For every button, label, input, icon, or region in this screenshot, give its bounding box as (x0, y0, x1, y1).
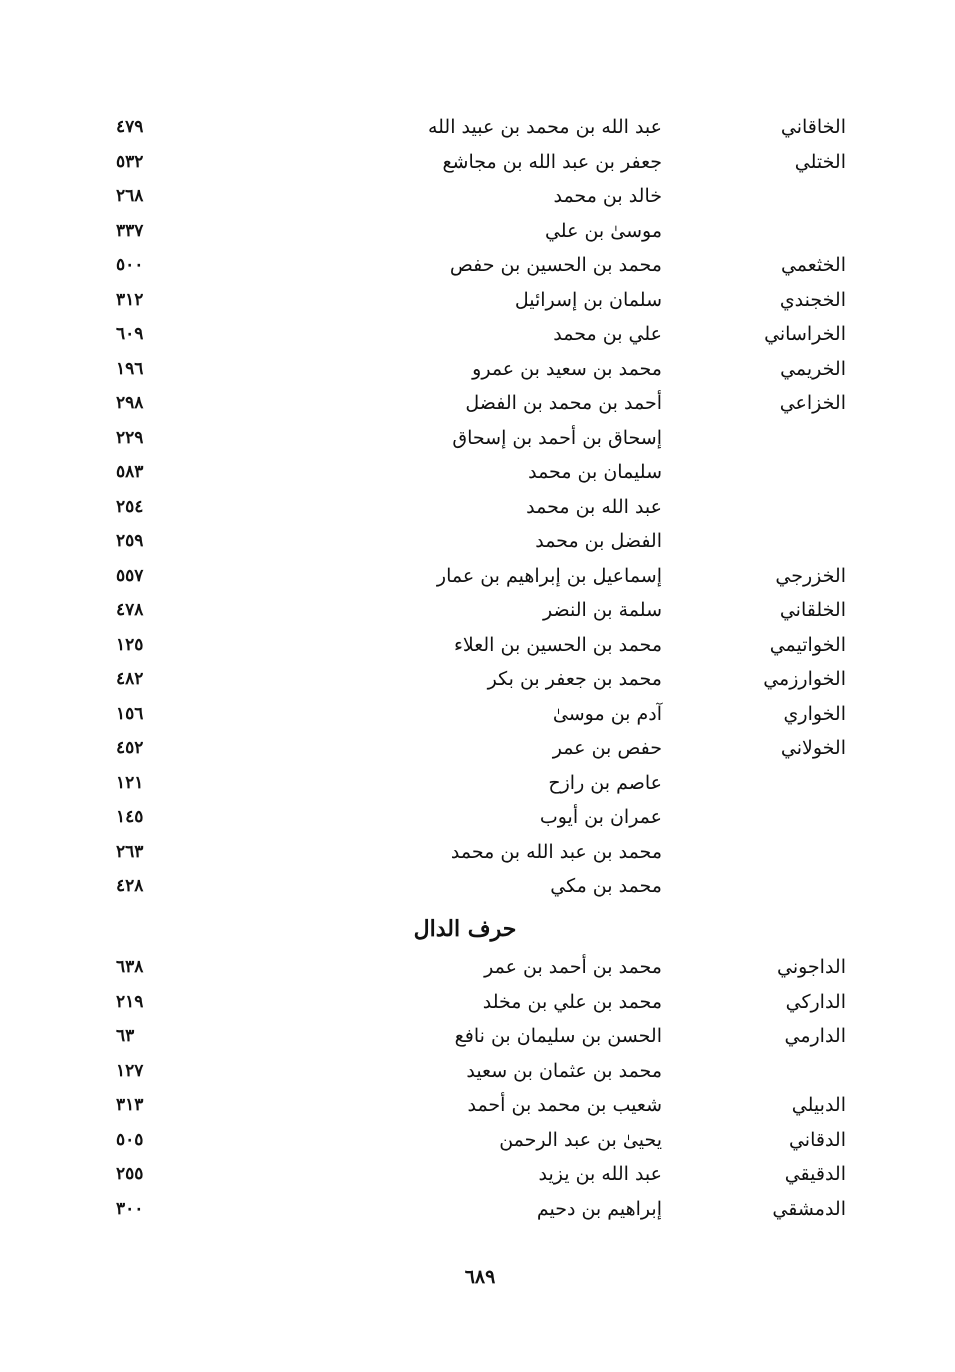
index-entry (100, 490, 850, 525)
entry-page-number: ٢٥٥ (116, 1164, 144, 1184)
index-entry (100, 950, 850, 985)
entry-nisba: الخزاعي (779, 392, 846, 414)
entry-page-number: ٥٠٠ (116, 255, 144, 275)
index-entry (100, 985, 850, 1020)
entry-name: موسىٰ بن علي (544, 219, 662, 242)
index-block-dal (100, 950, 850, 1226)
index-entry (100, 731, 850, 766)
entry-name: علي بن محمد (553, 323, 662, 345)
index-entry (100, 110, 850, 145)
entry-name: أحمد بن محمد بن الفضل (465, 392, 662, 414)
index-entry (100, 524, 850, 559)
entry-page-number: ٤٧٩ (116, 117, 144, 137)
index-entry (100, 1157, 850, 1192)
index-entry (100, 662, 850, 697)
entry-page-number: ٥٣٢ (116, 151, 144, 172)
entry-name: سلمان بن إسرائيل (514, 288, 662, 311)
entry-page-number: ٤٢٨ (116, 876, 144, 896)
entry-name: محمد بن الحسين بن حفص (449, 254, 662, 276)
entry-name: إسحاق بن أحمد بن إسحاق (452, 426, 662, 449)
index-entry (100, 869, 850, 904)
entry-page-number: ٣١٣ (116, 1095, 144, 1115)
index-entry (100, 214, 850, 249)
entry-name: خالد بن محمد (553, 185, 662, 207)
entry-nisba: الداركي (785, 990, 846, 1013)
entry-name: محمد بن جعفر بن بكر (487, 668, 662, 690)
entry-name: سلمة بن النضر (543, 599, 662, 621)
entry-nisba: الخراساني (764, 323, 846, 345)
entry-page-number: ١٢٧ (116, 1060, 144, 1081)
entry-page-number: ٣٠٠ (116, 1198, 144, 1219)
index-entry (100, 800, 850, 835)
entry-nisba: الخواري (783, 702, 846, 725)
entry-page-number: ١٥٦ (116, 703, 144, 724)
entry-name: حفص بن عمر (552, 737, 662, 759)
entry-name: محمد بن مكي (550, 875, 662, 897)
entry-page-number: ٢٥٤ (116, 496, 144, 517)
entry-page-number: ١٢٥ (116, 634, 144, 655)
page-number: ٦٨٩ (464, 1266, 496, 1288)
entry-name: محمد بن الحسين بن العلاء (453, 633, 662, 656)
index-entry (100, 317, 850, 352)
entry-nisba: الدمشقي (772, 1197, 846, 1220)
entry-page-number: ١٢١ (116, 772, 144, 793)
entry-nisba: الخجندي (779, 288, 846, 311)
entry-nisba: الختلي (794, 150, 846, 173)
entry-page-number: ٢٢٩ (116, 427, 144, 448)
index-entry (100, 1088, 850, 1123)
entry-name: يحيىٰ بن عبد الرحمن (499, 1128, 662, 1151)
entry-nisba: الدقاني (788, 1128, 846, 1151)
entry-page-number: ١٤٥ (116, 807, 144, 827)
index-entry (100, 1123, 850, 1158)
entry-page-number: ٤٧٨ (116, 600, 144, 620)
index-entry (100, 352, 850, 387)
entry-page-number: ٥٨٣ (116, 462, 144, 482)
index-entry (100, 179, 850, 214)
entry-name: جعفر بن عبد الله بن مجاشع (442, 150, 662, 173)
index-entry (100, 697, 850, 732)
index-entry (100, 421, 850, 456)
entry-page-number: ٦٣ (116, 1026, 135, 1046)
entry-page-number: ٣٣٧ (116, 220, 144, 241)
entry-page-number: ٥٠٥ (116, 1129, 144, 1150)
entry-name: الفضل بن محمد (535, 530, 662, 552)
entry-name: إبراهيم بن دحيم (536, 1197, 662, 1220)
entry-name: محمد بن سعيد بن عمرو (472, 357, 662, 380)
entry-name: إسماعيل بن إبراهيم بن عمار (436, 564, 662, 587)
entry-name: محمد بن عثمان بن سعيد (466, 1059, 662, 1082)
entry-name: محمد بن أحمد بن عمر (484, 956, 662, 978)
section-title-dal: حرف الدال (413, 916, 517, 942)
entry-name: محمد بن عبد الله بن محمد (450, 840, 662, 863)
index-entry (100, 455, 850, 490)
entry-page-number: ٤٨٢ (116, 669, 144, 689)
entry-name: شعيب بن محمد بن أحمد (467, 1094, 662, 1116)
entry-nisba: الخريمي (780, 357, 846, 380)
entry-nisba: الخاقاني (780, 116, 846, 138)
entry-nisba: الخواتيمي (769, 633, 846, 656)
entry-page-number: ٤٥٢ (116, 738, 144, 758)
entry-page-number: ٢١٩ (116, 991, 144, 1012)
entry-nisba: الدقيقي (784, 1163, 846, 1185)
entry-name: الحسن بن سليمان بن نافع (454, 1025, 662, 1047)
index-entry (100, 283, 850, 318)
entry-page-number: ٦٠٩ (116, 324, 144, 344)
entry-nisba: الدارمي (784, 1025, 846, 1047)
entry-page-number: ٢٩٨ (116, 393, 144, 413)
entry-name: عاصم بن رازح (548, 771, 662, 794)
entry-name: عبد الله بن محمد (526, 495, 662, 518)
index-entry (100, 766, 850, 801)
index-entry (100, 1054, 850, 1089)
index-entry (100, 835, 850, 870)
entry-nisba: الخولاني (780, 737, 846, 759)
entry-nisba: الخزرجي (775, 564, 846, 587)
index-entry (100, 1019, 850, 1054)
index-entry (100, 248, 850, 283)
entry-name: عبد الله بن محمد بن عبيد الله (427, 116, 662, 138)
index-entry (100, 145, 850, 180)
entry-page-number: ٢٥٩ (116, 531, 144, 551)
entry-name: عبد الله بن يزيد (538, 1163, 662, 1185)
entry-page-number: ٣١٢ (116, 289, 144, 310)
entry-nisba: الداجوني (776, 956, 846, 978)
entry-name: محمد بن علي بن مخلد (482, 990, 662, 1013)
entry-nisba: الخوارزمي (763, 668, 846, 690)
index-entry (100, 1192, 850, 1227)
entry-name: آدم بن موسىٰ (552, 702, 662, 725)
index-entry (100, 593, 850, 628)
entry-page-number: ٢٦٣ (116, 841, 144, 862)
index-block-kha (100, 110, 850, 904)
entry-name: عمران بن أيوب (539, 806, 662, 828)
entry-page-number: ١٩٦ (116, 358, 144, 379)
entry-nisba: الخلقاني (779, 599, 846, 621)
entry-name: سليمان بن محمد (528, 461, 662, 483)
entry-page-number: ٥٥٧ (116, 565, 144, 586)
index-entry (100, 628, 850, 663)
entry-page-number: ٢٦٨ (116, 186, 144, 206)
entry-page-number: ٦٣٨ (116, 957, 144, 977)
entry-nisba: الدبيلي (791, 1094, 846, 1116)
index-entry (100, 386, 850, 421)
index-entry (100, 559, 850, 594)
entry-nisba: الخثعمي (780, 254, 846, 276)
